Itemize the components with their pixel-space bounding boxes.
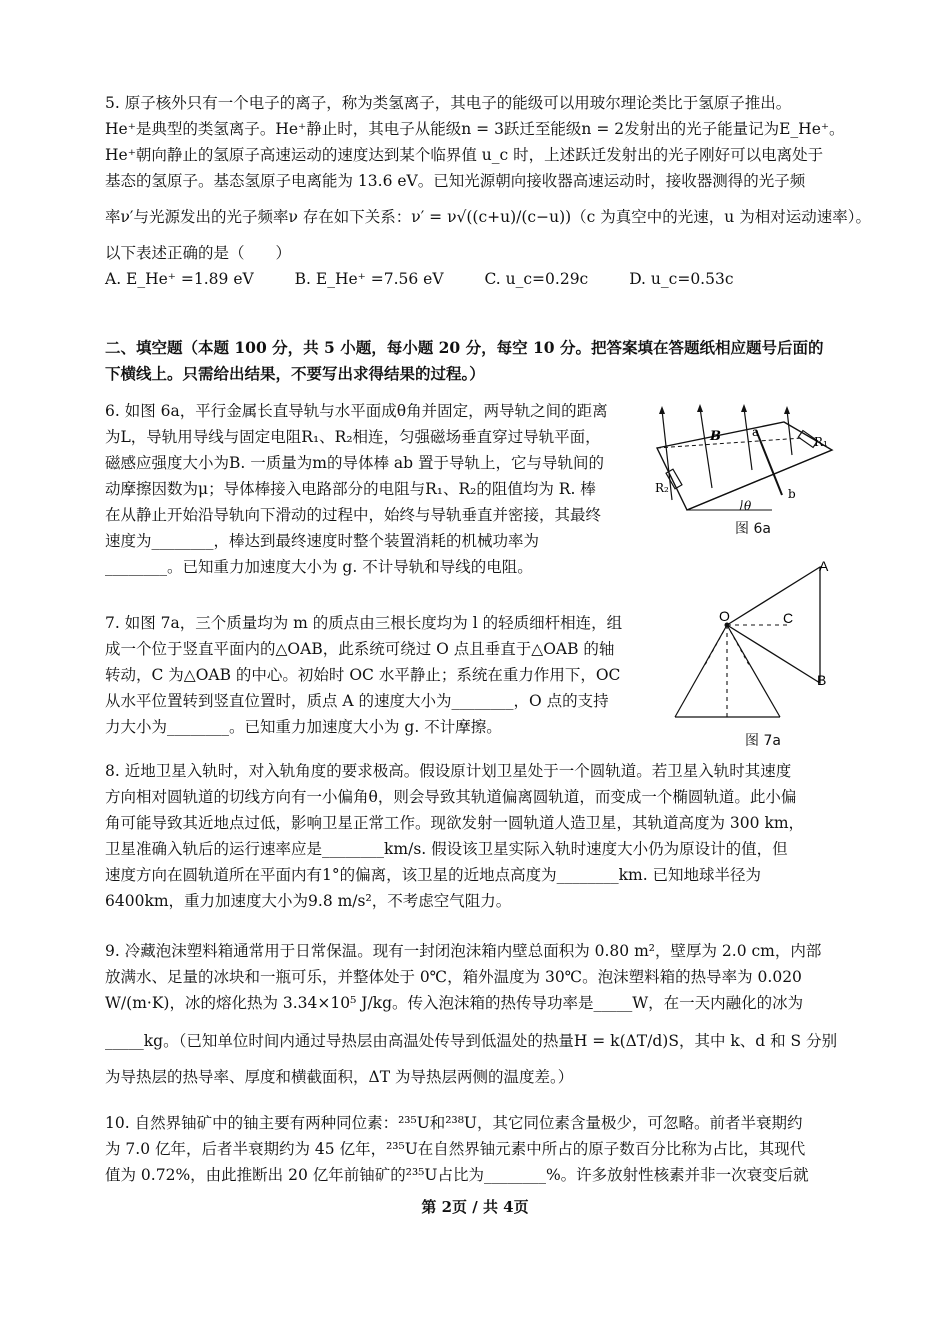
q5-line-5: 率ν′与光源发出的光子频率ν 存在如下关系：ν′ = ν√((c+u)/(c−u))（c 为真空中的光速，u 为相对运动速率）。	[105, 208, 871, 226]
figure-7a	[665, 555, 840, 725]
q6-line-4: 动摩擦因数为μ；导体棒接入电路部分的电阻与R₁、R₂的阻值均为 R. 棒	[105, 480, 596, 498]
figure-6a	[652, 400, 842, 520]
fig6a-label-r2: R₂	[655, 481, 669, 495]
question-9	[105, 938, 845, 1090]
fig6a-label-theta: θ	[744, 499, 752, 513]
question-5	[105, 90, 871, 292]
q8-line-4: 卫星准确入轨后的运行速率应是________km/s. 假设该卫星实际入轨时速度大小仍为原设计的值，但	[105, 840, 788, 858]
q6-line-5: 在从静止开始沿导轨向下滑动的过程中，始终与导轨垂直并密接，其最终	[105, 506, 602, 524]
page-number-footer: 第 2页 / 共 4页	[421, 1198, 529, 1216]
q8-line-2: 方向相对圆轨道的切线方向有一小偏角θ，则会导致其轨道偏离圆轨道，而变成一个椭圆轨道。此小偏	[105, 788, 797, 806]
q7-line-3: 转动，C 为△OAB 的中心。初始时 OC 水平静止；系统在重力作用下，OC	[105, 666, 621, 684]
fig6a-label-r1: R₁	[814, 435, 828, 449]
q5-line-3: He⁺朝向静止的氢原子高速运动的速度达到某个临界值 u_c 时，上述跃迁发射出的光子刚好可以电离处于	[105, 146, 824, 164]
q6-line-3: 磁感应强度大小为B. 一质量为m的导体棒 ab 置于导轨上，它与导轨间的	[105, 454, 604, 472]
fig7a-label-c: C	[783, 610, 794, 626]
q5-line-6: 以下表述正确的是（ ）	[105, 244, 292, 262]
fig7a-label-a: A	[819, 558, 829, 574]
q5-line-4: 基态的氢原子。基态氢原子电离能为 13.6 eV。已知光源朝向接收器高速运动时，接收器测得的光子频	[105, 172, 806, 190]
q5-choices	[105, 266, 845, 292]
q5-choice-d: D. u_c=0.53c	[629, 270, 734, 288]
q7-line-5: 力大小为________。已知重力加速度大小为 g. 不计摩擦。	[105, 718, 502, 736]
q6-line-7: ________。已知重力加速度大小为 g. 不计导轨和导线的电阻。	[105, 558, 533, 576]
q5-choice-c: C. u_c=0.29c	[484, 270, 589, 288]
q5-line-1: 5. 原子核外只有一个电子的离子，称为类氢离子，其电子的能级可以用玻尔理论类比于氢原子推出。	[105, 94, 792, 112]
fig7a-label-o: O	[719, 608, 730, 624]
q9-line-5: 为导热层的热导率、厚度和横截面积，ΔT 为导热层两侧的温度差。）	[105, 1068, 574, 1086]
q5-choice-b: B. E_He⁺ =7.56 eV	[294, 270, 444, 288]
section-2-line-2: 下横线上。只需给出结果，不要写出求得结果的过程。）	[105, 364, 485, 383]
q9-line-4: _____kg。（已知单位时间内通过导热层由高温处传导到低温处的热量H = k(ΔT/d)S，其中 k、d 和 S 分别	[105, 1032, 838, 1050]
q6-line-2: 为L，导轨用导线与固定电阻R₁、R₂相连，匀强磁场垂直穿过导轨平面，	[105, 428, 601, 446]
q8-line-3: 角可能导致其近地点过低，影响卫星正常工作。现欲发射一圆轨道人造卫星，其轨道高度为 300 km，	[105, 814, 805, 832]
q8-line-5: 速度方向在圆轨道所在平面内有1°的偏离，该卫星的近地点高度为________km. 已知地球半径为	[105, 866, 762, 884]
question-10	[105, 1110, 845, 1188]
q10-line-1: 10. 自然界铀矿中的铀主要有两种同位素：²³⁵U和²³⁸U，其它同位素含量极少，可忽略。前者半衰期约	[105, 1114, 803, 1132]
fig6a-label-a: a	[752, 425, 760, 439]
q7-line-2: 成一个位于竖直平面内的△OAB，此系统可绕过 O 点且垂直于△OAB 的轴	[105, 640, 615, 658]
section-2-heading	[105, 335, 845, 387]
figure-6a-caption: 图 6a	[735, 521, 771, 537]
question-7	[105, 610, 635, 740]
q10-line-3: 值为 0.72%，由此推断出 20 亿年前铀矿的²³⁵U占比为________%。许多放射性核素并非一次衰变后就	[105, 1166, 809, 1184]
q10-line-2: 为 7.0 亿年，后者半衰期约为 45 亿年，²³⁵U在自然界铀元素中所占的原子数百分比称为占比，其现代	[105, 1140, 806, 1158]
q9-line-2: 放满水、足量的冰块和一瓶可乐，并整体处于 0℃，箱外温度为 30℃。泡沫塑料箱的热导率为 0.020	[105, 968, 802, 986]
q5-line-2: He⁺是典型的类氢离子。He⁺静止时，其电子从能级n = 3跃迁至能级n = 2发射出的光子能量记为E_He⁺。	[105, 120, 845, 138]
question-8	[105, 758, 845, 914]
q7-line-1: 7. 如图 7a，三个质量均为 m 的质点由三根长度均为 l 的轻质细杆相连，组	[105, 614, 623, 632]
fig7a-label-b: B	[817, 672, 827, 688]
q6-line-6: 速度为________，棒达到最终速度时整个装置消耗的机械功率为	[105, 532, 540, 550]
q5-choice-a: A. E_He⁺ =1.89 eV	[105, 270, 254, 288]
fig6a-label-b: b	[788, 487, 796, 501]
q9-line-1: 9. 冷藏泡沫塑料箱通常用于日常保温。现有一封闭泡沫箱内壁总面积为 0.80 m²，壁厚为 2.0 cm，内部	[105, 942, 822, 960]
q8-line-1: 8. 近地卫星入轨时，对入轨角度的要求极高。假设原计划卫星处于一个圆轨道。若卫星入轨时其速度	[105, 762, 792, 780]
q6-line-1: 6. 如图 6a，平行金属长直导轨与水平面成θ角并固定，两导轨之间的距离	[105, 402, 608, 420]
fig6a-label-b-field: B	[710, 429, 721, 444]
q9-line-3: W/(m·K)，冰的熔化热为 3.34×10⁵ J/kg。传入泡沫箱的热传导功率是_____W，在一天内融化的冰为	[105, 994, 804, 1012]
figure-7a-caption: 图 7a	[745, 733, 781, 749]
section-2-line-1: 二、填空题（本题 100 分，共 5 小题，每小题 20 分，每空 10 分。把答案填在答题纸相应题号后面的	[105, 338, 824, 357]
q7-line-4: 从水平位置转到竖直位置时，质点 A 的速度大小为________，O 点的支持	[105, 692, 609, 710]
question-6	[105, 398, 635, 580]
q8-line-6: 6400km，重力加速度大小为9.8 m/s²，不考虑空气阻力。	[105, 892, 512, 910]
